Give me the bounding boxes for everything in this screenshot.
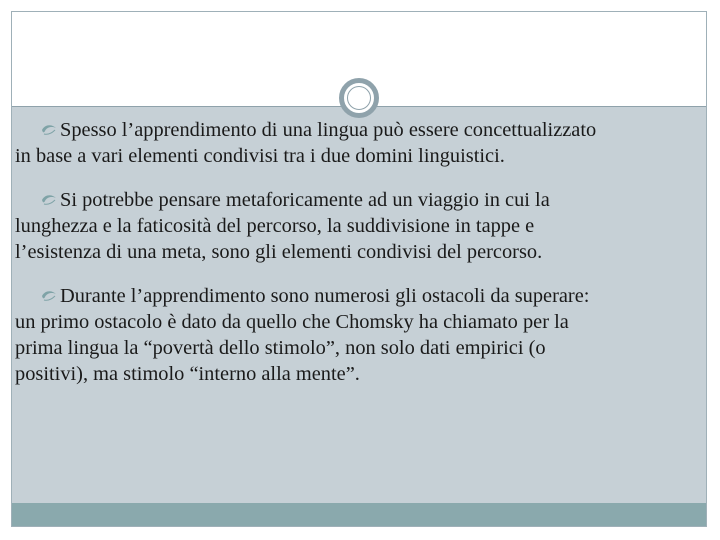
bullet-line: un primo ostacolo è dato da quello che Chomsky ha chiamato per la	[15, 311, 569, 333]
bullet-swirl-icon	[40, 123, 58, 137]
bullet-item	[15, 187, 688, 265]
bullet-swirl-icon	[40, 193, 58, 207]
bullet-line: in base a vari elementi condivisi tra i due domini linguistici.	[15, 145, 505, 167]
bullet-list	[15, 117, 688, 405]
bullet-line: l’esistenza di una meta, sono gli elementi condivisi del percorso.	[15, 241, 543, 263]
bullet-line: lunghezza e la faticosità del percorso, la suddivisione in tappe e	[15, 215, 535, 237]
bullet-line: Durante l’apprendimento sono numerosi gli ostacoli da superare:	[60, 285, 590, 307]
bullet-line: Si potrebbe pensare metaforicamente ad un viaggio in cui la	[60, 189, 550, 211]
bullet-line: Spesso l’apprendimento di una lingua può essere concettualizzato	[60, 119, 597, 141]
bullet-swirl-icon	[40, 289, 58, 303]
bullet-item	[15, 283, 688, 387]
bullet-line: positivi), ma stimolo “interno alla mente”.	[15, 363, 360, 385]
bullet-line: prima lingua la “povertà dello stimolo”, non solo dati empirici (o	[15, 337, 546, 359]
bullet-item	[15, 117, 688, 169]
